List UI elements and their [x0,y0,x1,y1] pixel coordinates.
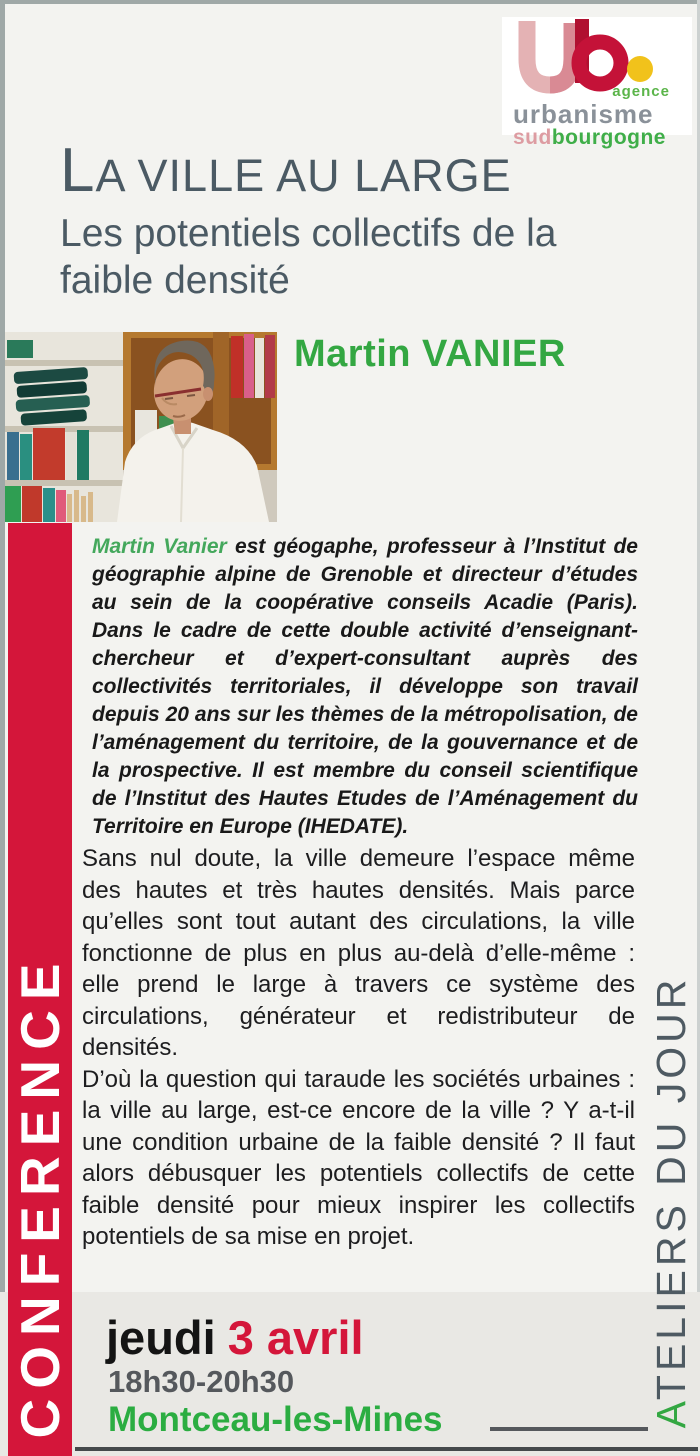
agency-logo [502,17,692,149]
page-subtitle: Les potentiels collectifs de la faible densité [60,212,557,302]
event-date-value: 3 avril [227,1311,364,1364]
logo-dot-icon [627,56,653,82]
page-frame-top [0,0,700,4]
speaker-bio-name: Martin Vanier [92,535,227,558]
speaker-photo [5,332,277,522]
event-day: jeudi [106,1311,216,1364]
conference-description [82,843,635,1253]
event-time: 18h30-20h30 [108,1364,295,1399]
page-frame-left [0,0,5,1456]
place-underline [490,1427,648,1431]
speaker-bio: Martin Vanier est géogaphe, professeur à l’Institut de géographie alpine de Grenoble et directeur d’études au sein de la coopérative conseils Acadie (Paris). Dans le cadre de cette double activité d’enseignant-chercheur et d’expert-consultant auprès des collectivités territoriales, il développe son travail depuis 20 ans sur les thèmes de la métropolisation, de l’aménagement du territoire, de la gouvernance et de la prospective. Il est membre du conseil scientifique de l’Institut des Hautes Etudes de l’Aménagement du Territoire en Europe (IHEDATE). [92,535,638,838]
logo-agence-label: agence [612,83,670,100]
speaker-name: Martin VANIER [294,333,566,375]
description-paragraph-1: Sans nul doute, la ville demeure l’espace même des hautes et très hautes densités. Mais parce qu’elles sont tout autant des circulations, la ville fonctionne de plus en plus au-delà d’elle-même : elle prend le large à travers ce système des circulations, générateur et redistributeur de densités. [82,845,635,1061]
logo-urbanisme-label: urbanisme [513,99,654,129]
page-title: LA VILLE AU LARGE [60,136,512,205]
event-date [106,1310,364,1365]
bottom-rule [75,1447,698,1451]
conference-banner-label: CONFERENCE [9,953,71,1439]
event-place: Montceau-les-Mines [108,1400,443,1439]
ateliers-du-jour-label: ATELIERS DU JOUR [648,975,694,1429]
logo-sudbourgogne-label: sudbourgogne [513,126,666,149]
description-paragraph-2: D’où la question qui taraude les sociétés urbaines : la ville au large, est-ce encore de la ville ? Y a-t-il une condition urbaine de la faible densité ? Il faut alors débusquer les potentiels collectifs de cette faible densité pour mieux inspirer les collectifs potentiels de sa mise en projet. [82,1065,635,1250]
